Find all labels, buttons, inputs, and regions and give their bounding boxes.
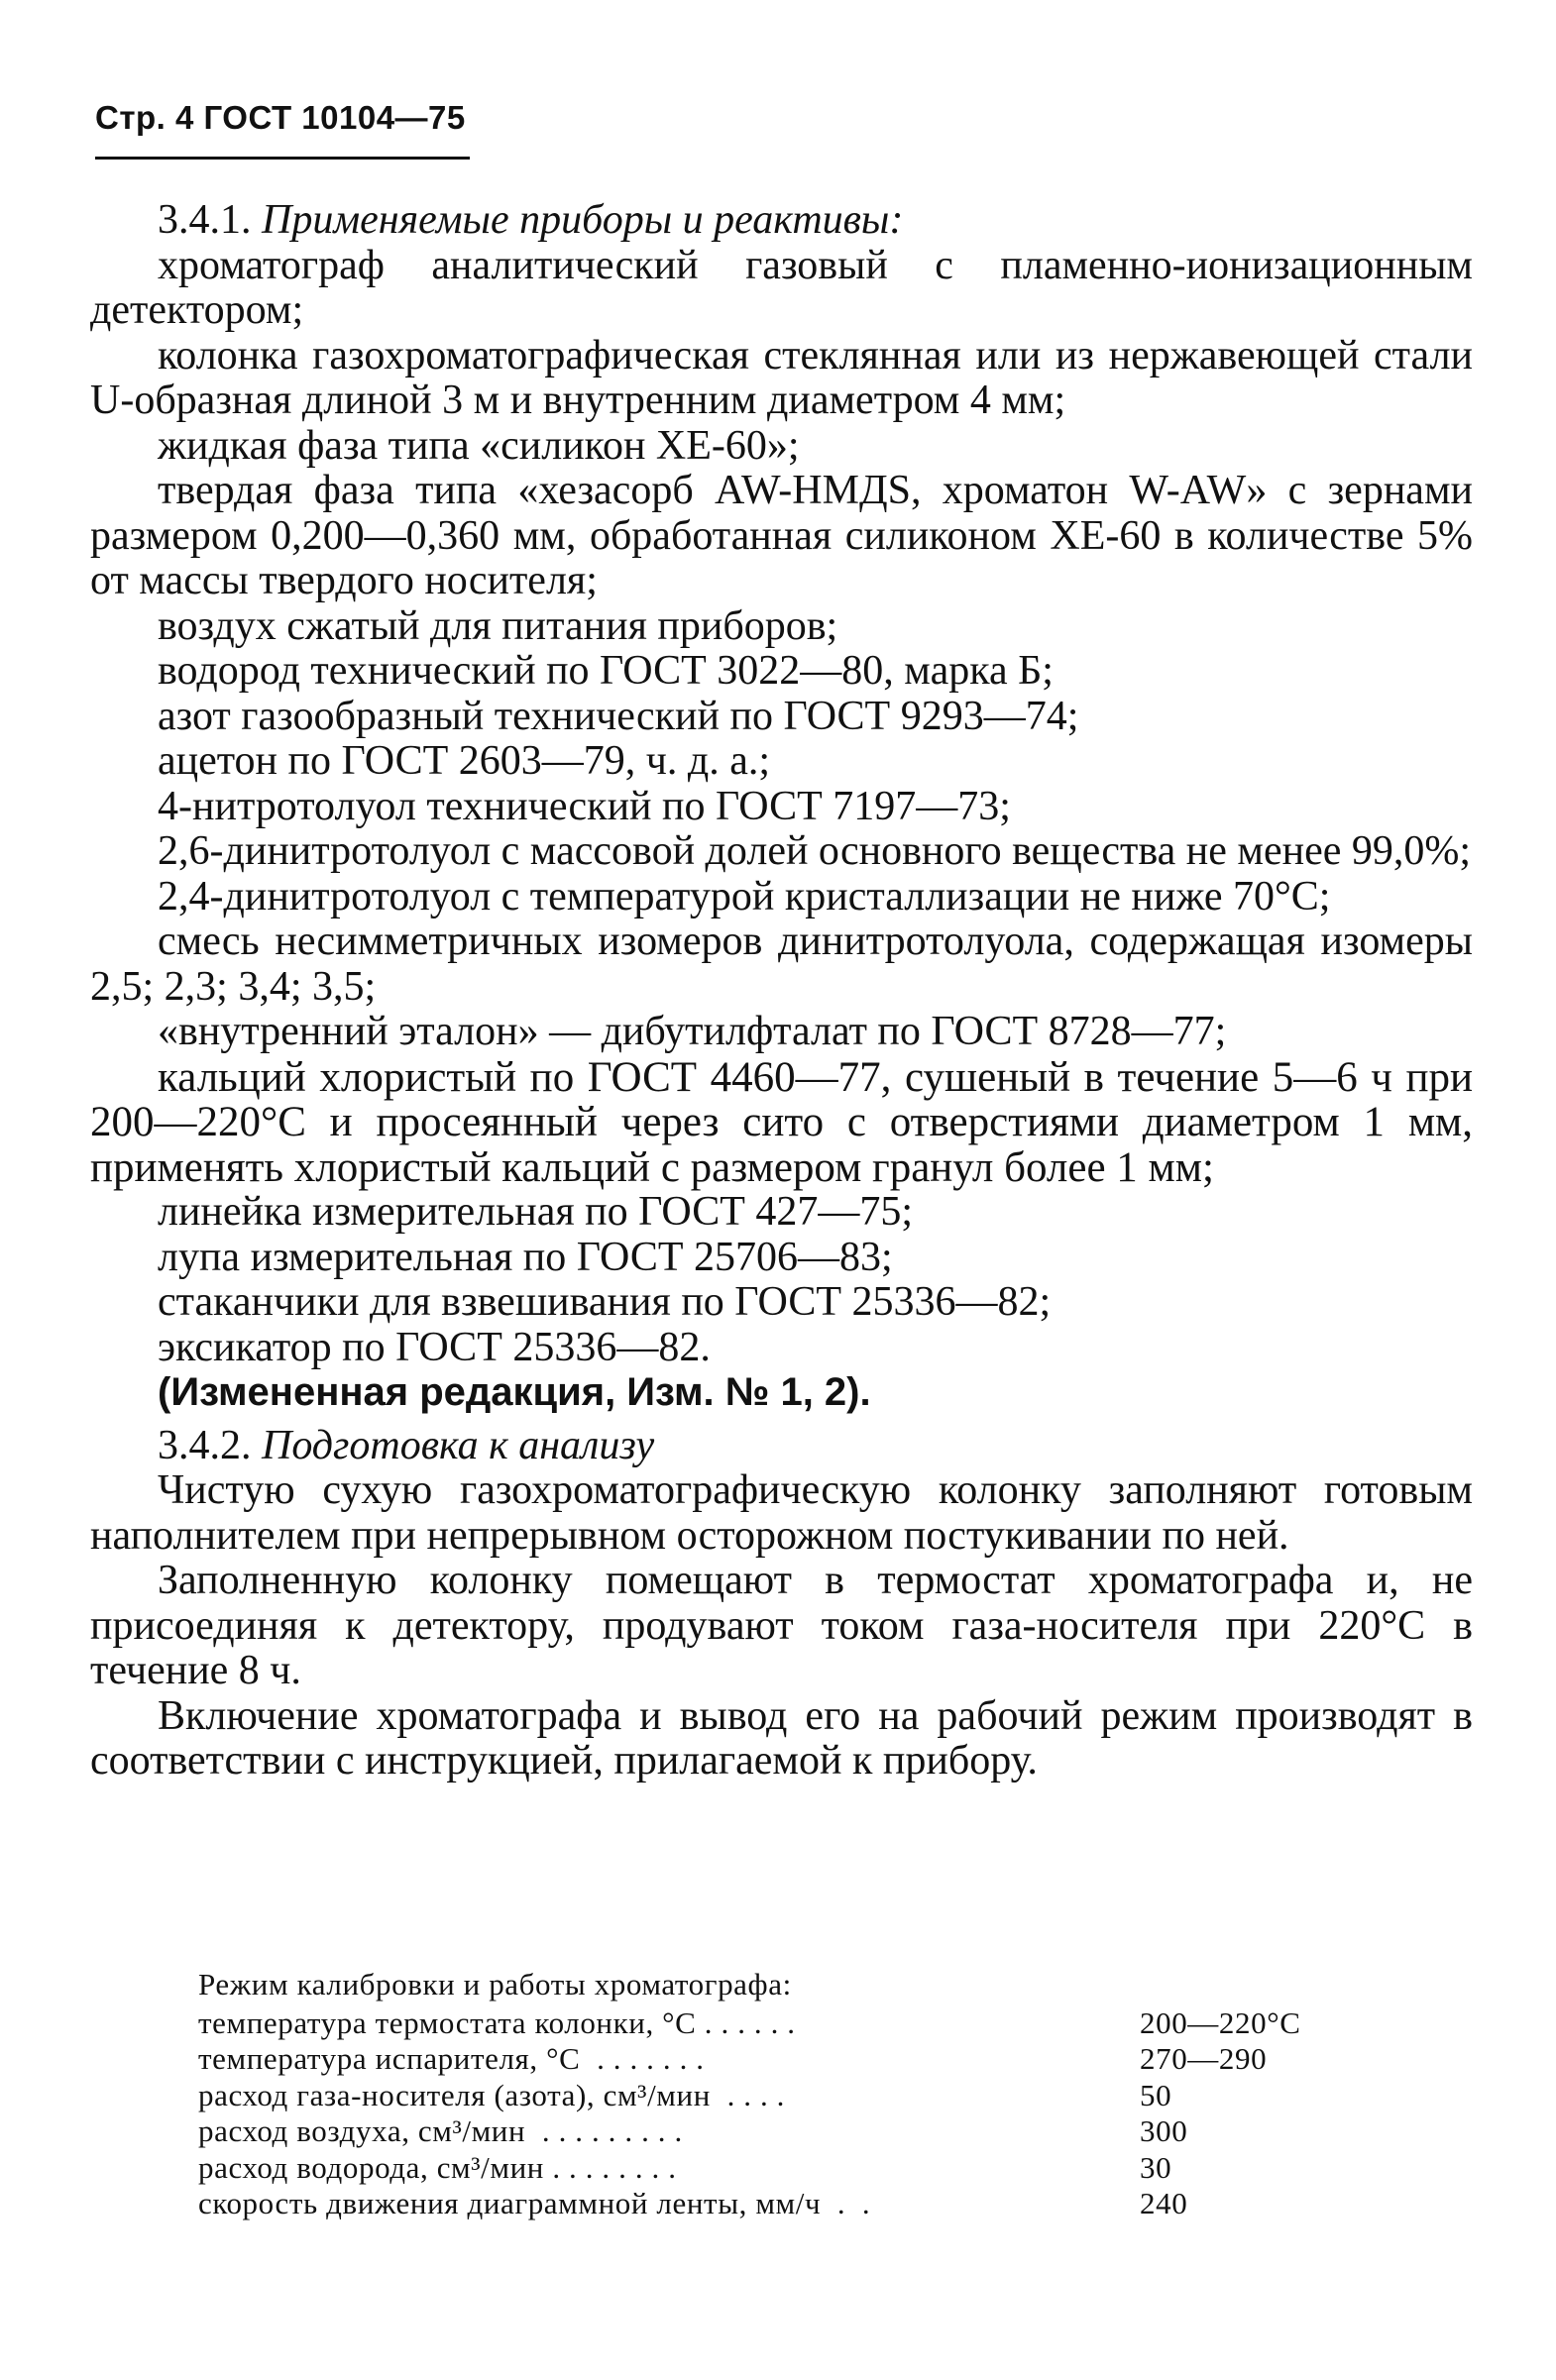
regime-value: 240 — [1140, 2186, 1188, 2220]
regime-value: 200—220°С — [1140, 2004, 1301, 2040]
list-item: лупа измерительная по ГОСТ 25706—83; — [158, 1234, 893, 1280]
paragraph: Заполненную колонку помещают в термостат хроматографа и, не присоединяя к детектору, продувают током газа-носителя при 220°С в течение 8 ч. — [90, 1558, 1473, 1693]
regime-title: Режим калибровки и работы хроматографа: — [198, 1967, 792, 2001]
list-item: твердая фаза типа «хезасорб AW-HMДS, хроматон W-AW» с зернами размером 0,200—0,360 мм, обработанная силиконом XE-60 в количестве 5% от массы твердого носителя; — [90, 468, 1473, 603]
running-head: Стр. 4 ГОСТ 10104—75 — [95, 99, 466, 136]
section-heading-3-4-2 — [90, 1424, 1473, 1469]
list-item: 2,4-динитротолуол с температурой кристаллизации не ниже 70°С; — [158, 873, 1331, 920]
regime-label: температура испарителя, °С . . . . . . . — [198, 2041, 705, 2076]
document-body — [90, 198, 1473, 1785]
regime-label: расход газа-носителя (азота), см³/мин . . . . — [198, 2077, 786, 2112]
list-item: ацетон по ГОСТ 2603—79, ч. д. а.; — [158, 738, 771, 784]
section-number: 3.4.2. — [158, 1422, 252, 1468]
list-item: 4-нитротолуол технический по ГОСТ 7197—73; — [158, 783, 1011, 829]
list-item: кальций хлористый по ГОСТ 4460—77, сушеный в течение 5—6 ч при 200—220°С и просеянный через сито с отверстиями диаметром 1 мм, применять хлористый кальций с размером гранул более 1 мм; — [90, 1053, 1473, 1191]
amendment-note: (Измененная редакция, Изм. № 1, 2). — [158, 1370, 871, 1414]
regime-row — [198, 2041, 1388, 2078]
section-number: 3.4.1. — [158, 197, 252, 243]
list-item: линейка измерительная по ГОСТ 427—75; — [158, 1189, 914, 1235]
paragraph: Включение хроматографа и вывод его на рабочий режим производят в соответствии с инструкцией, прилагаемой к прибору. — [90, 1692, 1473, 1784]
list-item: эксикатор по ГОСТ 25336—82. — [158, 1324, 711, 1370]
regime-label: расход водорода, см³/мин . . . . . . . . — [198, 2149, 677, 2185]
regime-label: температура термостата колонки, °С . . . . . . — [198, 2004, 796, 2040]
list-item: азот газообразный технический по ГОСТ 9293—74; — [158, 693, 1079, 739]
section-title: Подготовка к анализу — [262, 1422, 655, 1468]
regime-value: 50 — [1140, 2077, 1172, 2112]
regime-value: 270—290 — [1140, 2041, 1268, 2076]
list-item: водород технический по ГОСТ 3022—80, марка Б; — [158, 648, 1054, 694]
regime-row — [198, 2150, 1388, 2187]
calibration-regime — [198, 1967, 1388, 2222]
regime-value: 30 — [1140, 2149, 1172, 2185]
list-item: воздух сжатый для питания приборов; — [158, 602, 838, 649]
regime-row — [198, 2005, 1388, 2042]
list-item: жидкая фаза типа «силикон XE-60»; — [158, 422, 800, 469]
regime-label: скорость движения диаграммной ленты, мм/ч . . — [198, 2186, 871, 2220]
header-rule — [95, 157, 470, 160]
list-item: колонка газохроматографическая стеклянная или из нержавеющей стали U-образная длиной 3 м и внутренним диаметром 4 мм; — [90, 332, 1473, 423]
list-item: «внутренний эталон» — дибутилфталат по ГОСТ 8728—77; — [158, 1009, 1227, 1054]
regime-row — [198, 2078, 1388, 2114]
list-item: смесь несимметричных изомеров динитротолуола, содержащая изомеры 2,5; 2,3; 3,4; 3,5; — [90, 919, 1473, 1010]
section-title: Применяемые приборы и реактивы: — [262, 197, 904, 243]
regime-value: 300 — [1140, 2113, 1188, 2148]
list-item: стаканчики для взвешивания по ГОСТ 25336—82; — [158, 1279, 1052, 1325]
list-item: 2,6-динитротолуол с массовой долей основного вещества не менее 99,0%; — [158, 828, 1472, 874]
section-heading-3-4-1 — [90, 198, 1473, 244]
regime-row — [198, 2186, 1388, 2222]
list-item: хроматограф аналитический газовый с пламенно-ионизационным детектором; — [90, 242, 1473, 333]
regime-label: расход воздуха, см³/мин . . . . . . . . . — [198, 2113, 683, 2148]
paragraph: Чистую сухую газохроматографическую колонку заполняют готовым наполнителем при непрерывном осторожном постукивании по ней. — [90, 1467, 1473, 1559]
regime-row — [198, 2113, 1388, 2150]
